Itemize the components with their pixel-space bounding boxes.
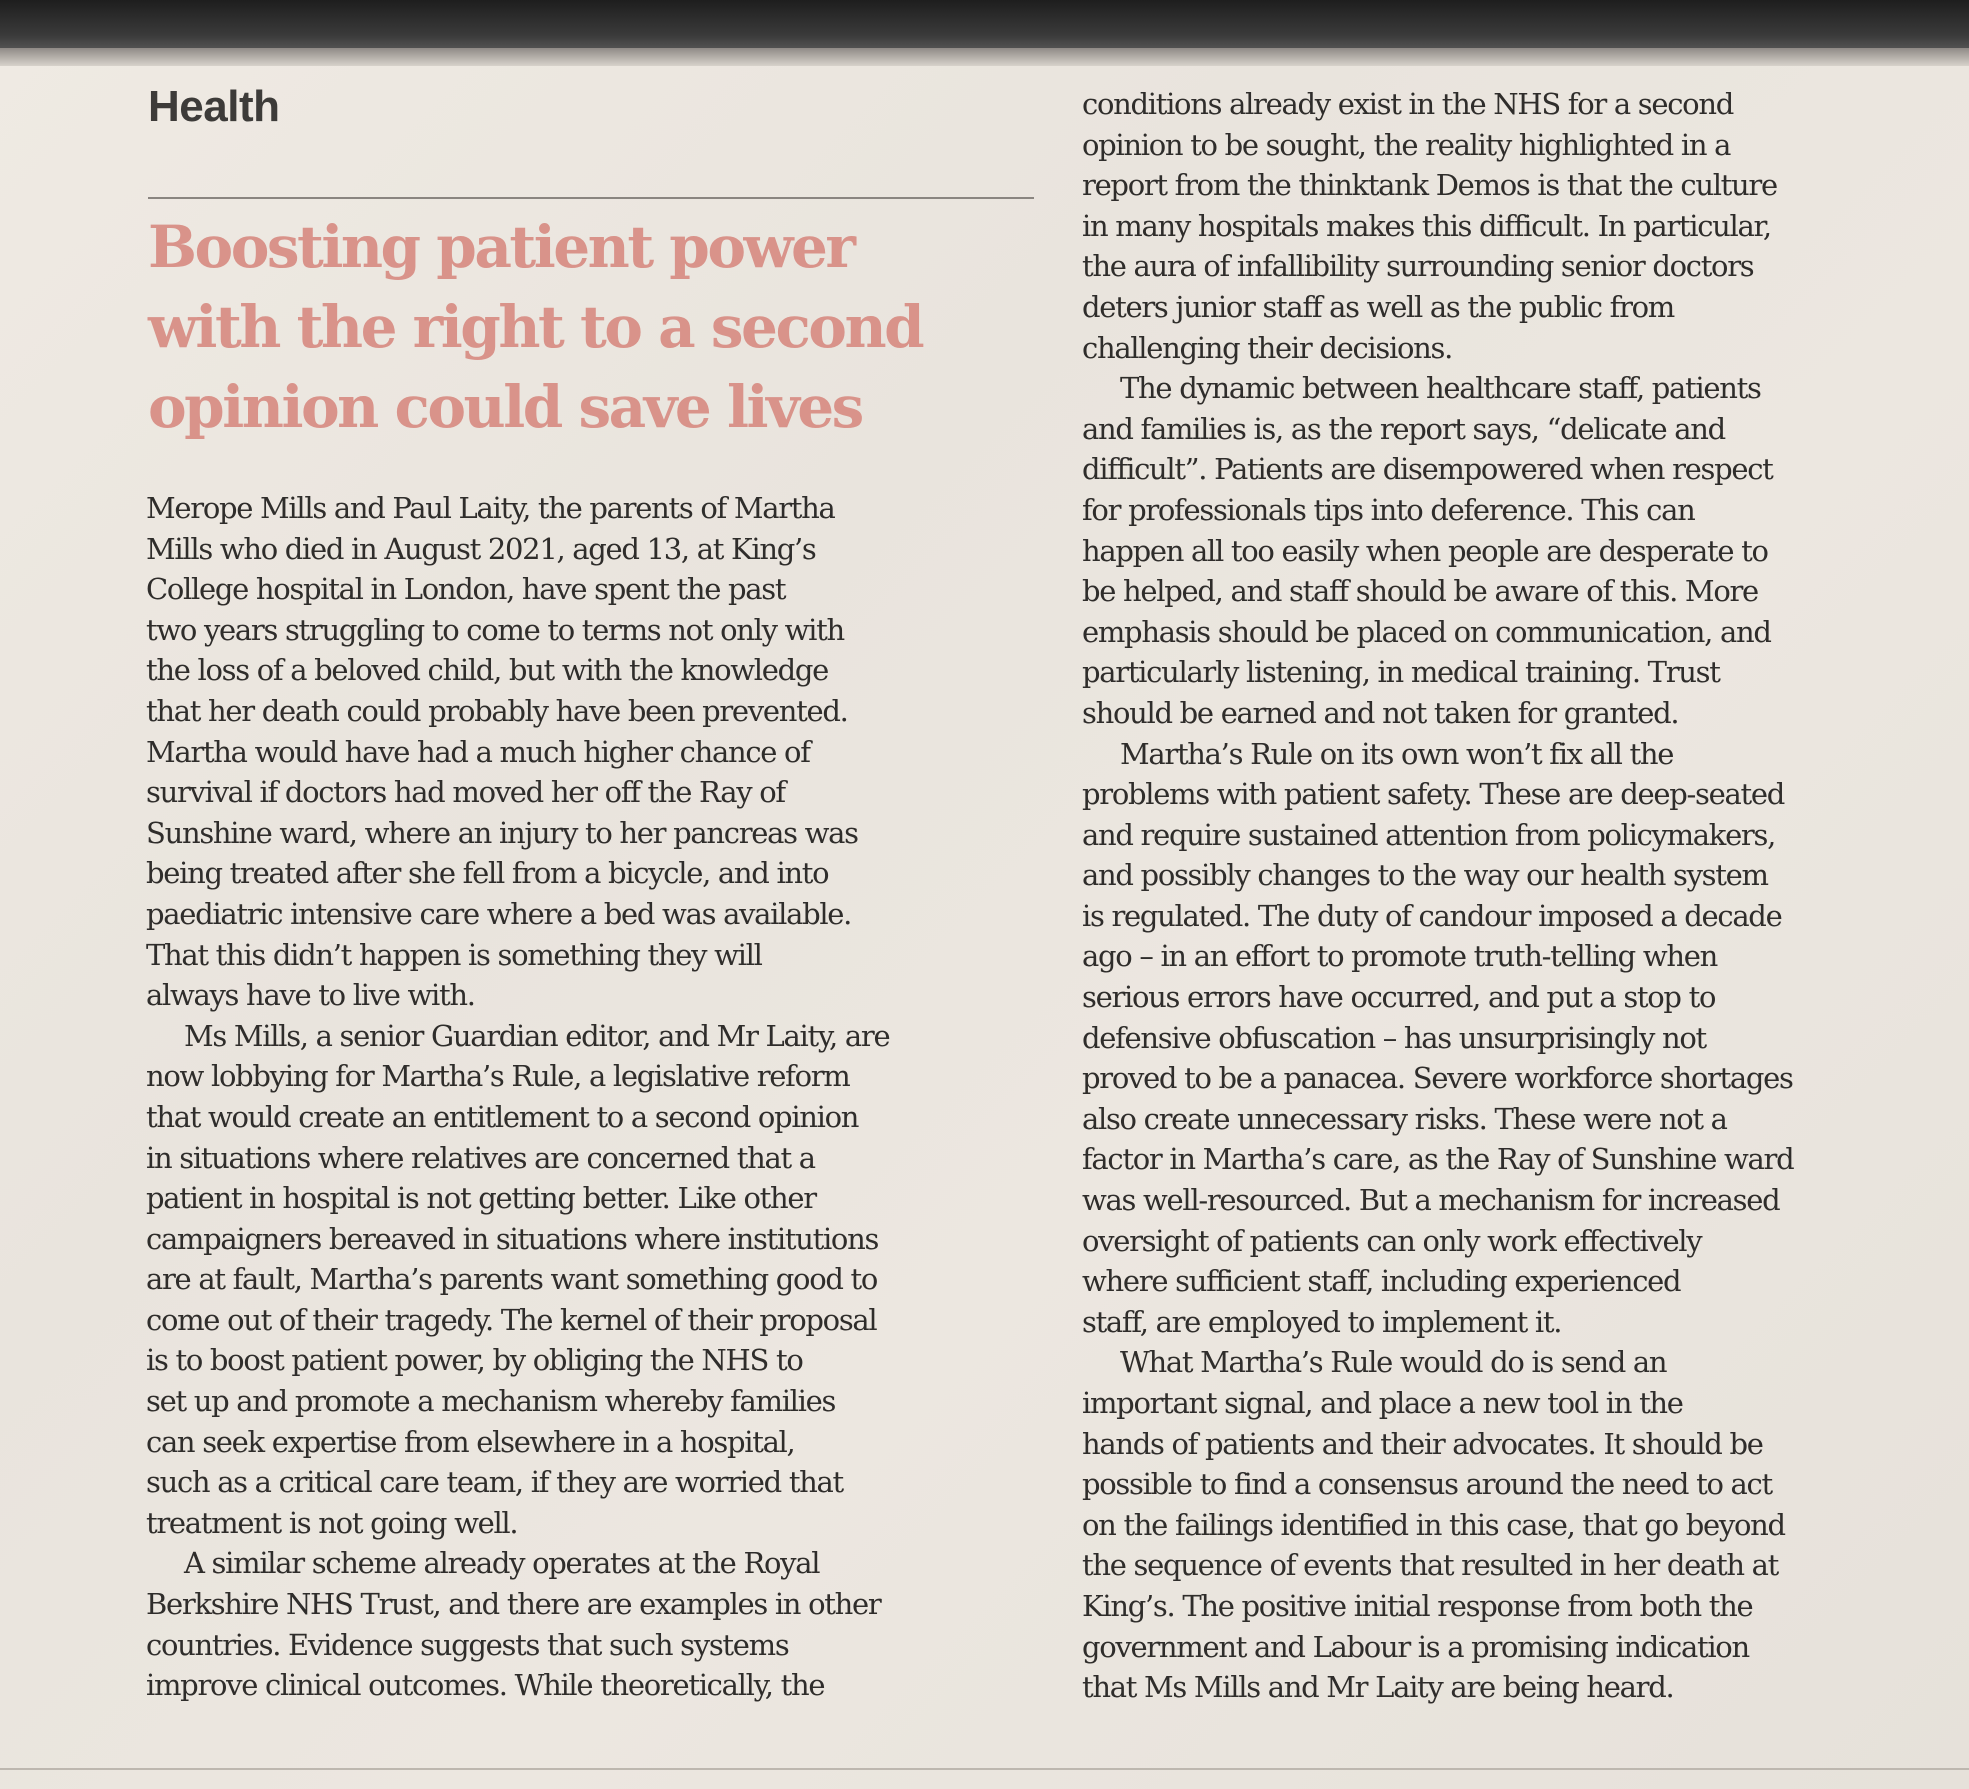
text-line: What Martha’s Rule would do is send an [1120, 1345, 1667, 1380]
text-line: particularly listening, in medical training. Trust [1082, 655, 1720, 690]
text-line: in many hospitals makes this difficult. In particular, [1082, 208, 1771, 243]
text-line: and possibly changes to the way our health system [1082, 858, 1768, 893]
text-line: and families is, as the report says, “delicate and [1082, 411, 1725, 446]
text-line: emphasis should be placed on communication, and [1082, 614, 1771, 649]
text-line: that her death could probably have been prevented. [146, 693, 848, 728]
text-line: and require sustained attention from policymakers, [1082, 817, 1775, 852]
text-line: ago – in an effort to promote truth-telling when [1082, 939, 1718, 974]
text-line: Sunshine ward, where an injury to her pancreas was [146, 815, 858, 850]
text-line: come out of their tragedy. The kernel of their proposal [146, 1302, 877, 1337]
text-line: factor in Martha’s care, as the Ray of Sunshine ward [1082, 1142, 1794, 1177]
text-line: such as a critical care team, if they are worried that [146, 1465, 843, 1500]
article-paragraph [1082, 734, 1969, 1343]
text-line: problems with patient safety. These are deep-seated [1082, 777, 1784, 812]
text-line: is to boost patient power, by obliging the NHS to [146, 1343, 803, 1378]
text-line: King’s. The positive initial response from both the [1082, 1588, 1753, 1623]
text-line: conditions already exist in the NHS for a second [1082, 87, 1733, 121]
article-body-right-column [1082, 84, 1969, 1708]
text-line: proved to be a panacea. Severe workforce shortages [1082, 1061, 1793, 1096]
text-line: the loss of a beloved child, but with the knowledge [146, 653, 829, 688]
scanner-edge [0, 0, 1969, 50]
text-line: serious errors have occurred, and put a stop to [1082, 980, 1716, 1015]
text-line: treatment is not going well. [146, 1505, 518, 1540]
text-line: set up and promote a mechanism whereby families [146, 1384, 836, 1419]
text-line: staff, are employed to implement it. [1082, 1304, 1562, 1339]
text-line: the aura of infallibility surrounding senior doctors [1082, 249, 1754, 284]
article-paragraph [146, 1543, 1076, 1705]
text-line: that Ms Mills and Mr Laity are being heard. [1082, 1670, 1674, 1705]
text-line: defensive obfuscation – has unsurprisingly not [1082, 1020, 1706, 1055]
article-paragraph [1082, 84, 1969, 368]
text-line: Mills who died in August 2021, aged 13, at King’s [146, 531, 816, 566]
text-line: survival if doctors had moved her off the Ray of [146, 775, 785, 810]
text-line: countries. Evidence suggests that such systems [146, 1627, 789, 1662]
text-line: two years struggling to come to terms not only with [146, 612, 844, 647]
text-line: happen all too easily when people are desperate to [1082, 533, 1768, 568]
text-line: oversight of patients can only work effectively [1082, 1223, 1702, 1258]
text-line: report from the thinktank Demos is that the culture [1082, 168, 1777, 203]
text-line: deters junior staff as well as the public from [1082, 289, 1674, 324]
text-line: are at fault, Martha’s parents want something good to [146, 1262, 878, 1297]
text-line: Merope Mills and Paul Laity, the parents of Martha [146, 491, 835, 525]
text-line: opinion to be sought, the reality highlighted in a [1082, 127, 1731, 162]
text-line: that would create an entitlement to a second opinion [146, 1099, 859, 1134]
text-line: College hospital in London, have spent the past [146, 572, 786, 607]
text-line: Martha would have had a much higher chance of [146, 734, 810, 769]
text-line: be helped, and staff should be aware of this. More [1082, 574, 1758, 609]
text-line: campaigners bereaved in situations where institutions [146, 1221, 879, 1256]
text-line: where sufficient staff, including experienced [1082, 1264, 1681, 1299]
text-line: paediatric intensive care where a bed was available. [146, 896, 852, 931]
text-line: hands of patients and their advocates. It should be [1082, 1426, 1763, 1461]
text-line: for professionals tips into deference. This can [1082, 492, 1695, 527]
text-line: challenging their decisions. [1082, 330, 1452, 365]
section-label: Health [148, 82, 280, 131]
text-line: also create unnecessary risks. These were not a [1082, 1101, 1727, 1136]
text-line: improve clinical outcomes. While theoretically, the [146, 1668, 825, 1703]
text-line: Berkshire NHS Trust, and there are examples in other [146, 1587, 881, 1622]
text-line: important signal, and place a new tool in the [1082, 1386, 1683, 1420]
text-line: always have to live with. [146, 978, 475, 1013]
section-divider [148, 197, 1034, 199]
text-line: government and Labour is a promising indication [1082, 1629, 1749, 1664]
page-fold [0, 1768, 1969, 1770]
article-headline: Boosting patient power with the right to a second opinion could save lives [148, 213, 923, 441]
text-line: on the failings identified in this case, that go beyond [1082, 1507, 1785, 1542]
article-paragraph [1082, 1342, 1969, 1707]
text-line: is regulated. The duty of candour imposed a decade [1082, 898, 1782, 933]
text-line: was well-resourced. But a mechanism for increased [1082, 1183, 1780, 1218]
article-paragraph [146, 1016, 1076, 1544]
text-line: patient in hospital is not getting better. Like other [146, 1181, 816, 1216]
text-line: should be earned and not taken for granted. [1082, 695, 1679, 730]
text-line: Ms Mills, a senior Guardian editor, and Mr Laity, are [184, 1018, 890, 1053]
text-line: Martha’s Rule on its own won’t fix all the [1120, 736, 1674, 771]
article-paragraph [146, 488, 1076, 1016]
text-line: That this didn’t happen is something they will [146, 937, 762, 972]
text-line: can seek expertise from elsewhere in a hospital, [146, 1424, 795, 1459]
text-line: now lobbying for Martha’s Rule, a legislative reform [146, 1059, 850, 1094]
text-line: the sequence of events that resulted in her death at [1082, 1548, 1778, 1583]
text-line: The dynamic between healthcare staff, patients [1120, 371, 1761, 406]
text-line: possible to find a consensus around the need to act [1082, 1467, 1772, 1502]
text-line: A similar scheme already operates at the Royal [184, 1546, 820, 1581]
text-line: in situations where relatives are concerned that a [146, 1140, 815, 1175]
paper-edge-shadow [0, 48, 1969, 66]
text-line: being treated after she fell from a bicycle, and into [146, 856, 829, 891]
article-body-left-column [146, 488, 1076, 1706]
article-paragraph [1082, 368, 1969, 733]
text-line: difficult”. Patients are disempowered when respect [1082, 452, 1773, 487]
